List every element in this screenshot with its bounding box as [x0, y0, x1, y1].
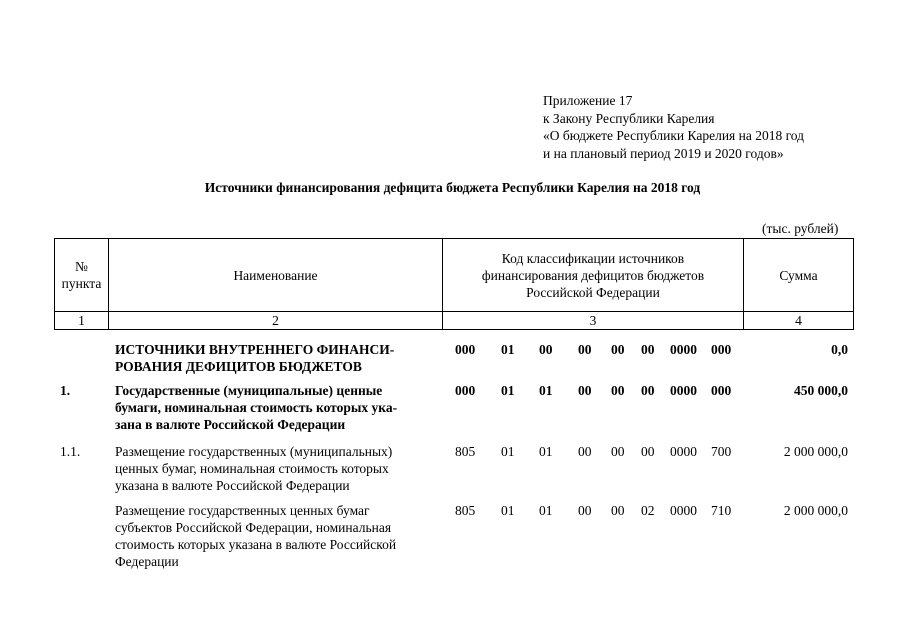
code-part: 0000	[670, 383, 697, 398]
table-header	[54, 238, 854, 330]
row-name	[115, 382, 440, 433]
row-sum: 450 000,0	[794, 383, 848, 398]
row-num: 1.1.	[60, 444, 81, 459]
row-name-line: ценных бумаг, номинальная стоимость которых	[115, 461, 389, 476]
annex-line: Приложение 17	[543, 93, 633, 108]
row-name-line: Федерации	[115, 554, 179, 569]
code-part: 00	[539, 342, 553, 357]
column-number: 3	[443, 312, 744, 330]
code-part: 0000	[670, 342, 697, 357]
row-name-line: зана в валюте Российской Федерации	[115, 417, 346, 432]
code-part: 01	[501, 383, 515, 398]
row-name-line: Размещение государственных (муниципальных)	[115, 444, 393, 459]
code-part: 00	[578, 444, 592, 459]
row-num: 1.	[60, 383, 71, 398]
code-part: 00	[641, 383, 655, 398]
code-part: 710	[711, 503, 732, 518]
annex-line: к Закону Республики Карелия	[543, 110, 715, 126]
row-name-line: Размещение государственных ценных бумаг	[115, 503, 370, 518]
header-num-line: пункта	[61, 276, 102, 291]
code-part: 00	[611, 444, 625, 459]
code-part: 01	[539, 383, 553, 398]
row-sum: 2 000 000,0	[783, 444, 848, 459]
code-part: 01	[539, 444, 553, 459]
code-part: 00	[578, 383, 592, 398]
row-sum: 0,0	[831, 342, 848, 357]
header-code-line: финансирования дефицитов бюджетов	[481, 267, 705, 283]
code-part: 00	[611, 383, 625, 398]
row-name	[115, 443, 440, 494]
code-part: 01	[501, 444, 515, 459]
document-title: Источники финансирования дефицита бюджета Республики Карелия на 2018 год	[204, 180, 701, 195]
code-part: 000	[455, 342, 476, 357]
header-code-line: Код классификации источников	[501, 250, 685, 266]
row-name-line: указана в валюте Российской Федерации	[115, 478, 350, 493]
code-part: 00	[611, 503, 625, 518]
code-part: 000	[455, 383, 476, 398]
row-name-line: РОВАНИЯ ДЕФИЦИТОВ БЮДЖЕТОВ	[115, 359, 362, 374]
row-name-line: бумаги, номинальная стоимость которых ука-	[115, 400, 398, 415]
code-part: 00	[641, 444, 655, 459]
header-name: Наименование	[109, 239, 443, 312]
header-code	[443, 239, 744, 312]
row-name-line: стоимость которых указана в валюте Российской	[115, 537, 397, 552]
code-part: 02	[641, 503, 655, 518]
code-part: 000	[711, 383, 732, 398]
code-part: 00	[578, 342, 592, 357]
code-part: 0000	[670, 503, 697, 518]
row-name	[115, 502, 440, 570]
header-sum: Сумма	[744, 239, 854, 312]
row-sum: 2 000 000,0	[783, 503, 848, 518]
code-part: 00	[641, 342, 655, 357]
code-part: 00	[578, 503, 592, 518]
annex-line: и на плановый период 2019 и 2020 годов»	[543, 145, 784, 161]
row-name-line: ИСТОЧНИКИ ВНУТРЕННЕГО ФИНАНСИ-	[115, 342, 395, 357]
header-num-line: №	[75, 259, 88, 274]
code-part: 0000	[670, 444, 697, 459]
header-num	[55, 239, 109, 312]
code-part: 000	[711, 342, 732, 357]
code-part: 805	[455, 444, 476, 459]
column-number: 1	[55, 312, 109, 330]
row-name-line: субъектов Российской Федерации, номинальная	[115, 520, 392, 535]
code-part: 01	[539, 503, 553, 518]
column-number: 4	[744, 312, 854, 330]
annex-line: «О бюджете Республики Карелия на 2018 год	[543, 128, 805, 143]
code-part: 700	[711, 444, 732, 459]
code-part: 00	[611, 342, 625, 357]
code-part: 805	[455, 503, 476, 518]
annex-block	[543, 92, 804, 162]
units-label: (тыс. рублей)	[762, 221, 839, 236]
column-number: 2	[109, 312, 443, 330]
code-part: 01	[501, 503, 515, 518]
row-name-line: Государственные (муниципальные) ценные	[115, 383, 383, 398]
row-name	[115, 341, 440, 375]
header-code-line: Российской Федерации	[526, 284, 660, 300]
code-part: 01	[501, 342, 515, 357]
